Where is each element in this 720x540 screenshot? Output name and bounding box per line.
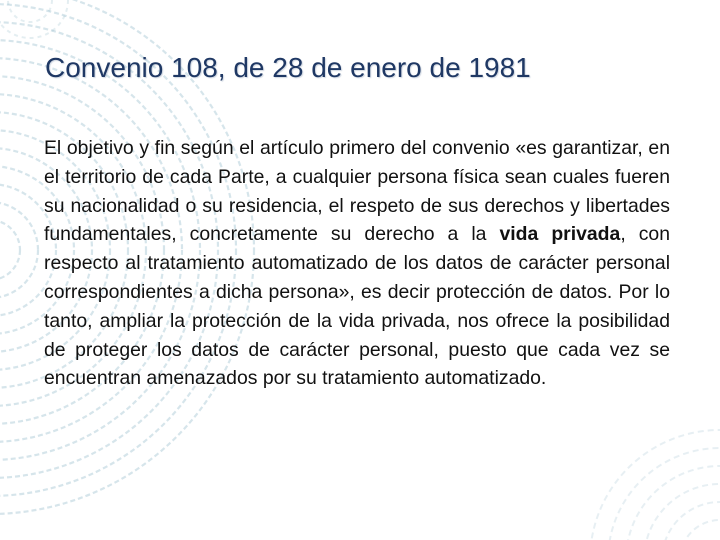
body-paragraph (44, 134, 670, 393)
body-text-part-1: El objetivo y fin según el artículo primero del convenio «es garantizar, en el territorio de cada Parte, a cualquier persona física sean cuales fueren su nacionalidad o su residencia, el respeto de sus derechos y libertades fundamentales, concretamente su derecho a la (44, 137, 670, 246)
slide-title: Convenio 108, de 28 de enero de 1981 (45, 52, 531, 83)
emphasis-vida-privada: vida privada (499, 223, 621, 246)
body-text-part-2: , con respecto al tratamiento automatizado de los datos de carácter personal correspondientes a dicha persona», es decir protección de datos. Por lo tanto, ampliar la protección de la vida privada, nos ofrece la posibilidad de proteger los datos de carácter personal, puesto que cada vez se encuentran amenazados por su tratamiento automatizado. (44, 223, 670, 390)
